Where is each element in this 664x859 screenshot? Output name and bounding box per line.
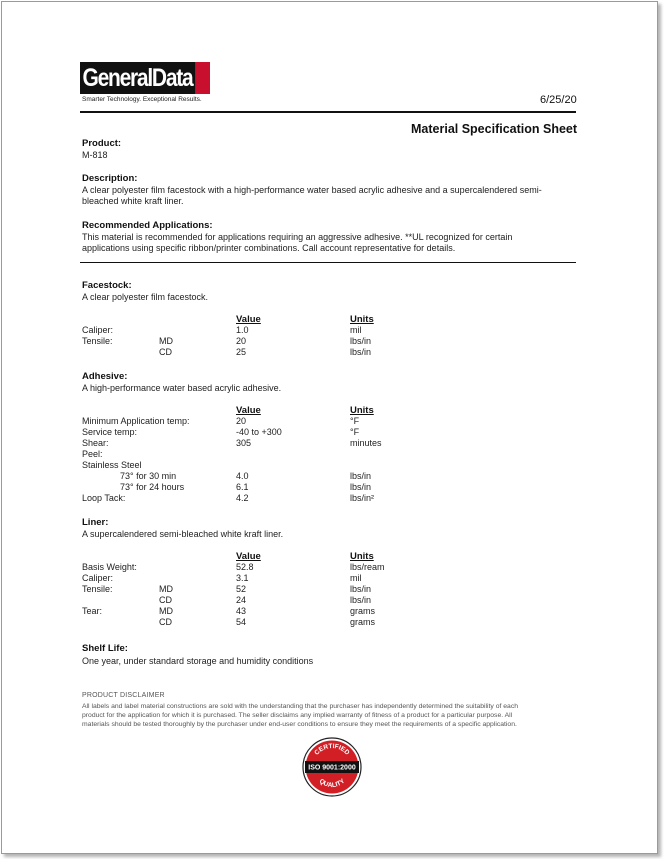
adhesive-row-label: Peel:	[82, 449, 103, 459]
liner-row-label: Caliper:	[82, 573, 114, 583]
facestock-row-value: 1.0	[236, 325, 249, 335]
shelf-life-label: Shelf Life:	[82, 643, 128, 654]
liner-row-sub: CD	[159, 595, 172, 605]
logo-wordmark	[80, 62, 195, 94]
adhesive-row-label: Loop Tack:	[82, 493, 126, 503]
sheet-title: Material Specification Sheet	[411, 122, 578, 136]
description-line-2: bleached white kraft liner.	[82, 196, 184, 206]
liner-label: Liner:	[82, 517, 109, 528]
adhesive-desc: A high-performance water based acrylic adhesive.	[82, 383, 282, 393]
applications-line-1: This material is recommended for applications requiring an aggressive adhesive. **UL recognized for certain	[82, 232, 513, 242]
section-rule	[80, 262, 576, 263]
liner-units-header: Units	[350, 551, 374, 562]
product-label: Product:	[82, 138, 122, 149]
liner-row-label: Basis Weight:	[82, 562, 137, 572]
liner-desc: A supercalendered semi-bleached white kraft liner.	[82, 529, 284, 539]
badge-bottom-path: QUALITY	[317, 777, 347, 790]
badge-top-path: CERTIFIED	[313, 742, 351, 757]
facestock-row-value: 20	[236, 336, 247, 346]
badge-middle-text: ISO 9001:2000	[308, 764, 356, 772]
adhesive-row-label: 73° for 24 hours	[120, 482, 185, 492]
adhesive-row-units: lbs/in	[350, 482, 372, 492]
facestock-row-units: lbs/in	[350, 336, 372, 346]
shelf-life-value: One year, under standard storage and humidity conditions	[82, 656, 314, 666]
description-line-1: A clear polyester film facestock with a high-performance water based acrylic adhesive and a supercalendered semi-	[82, 185, 542, 195]
liner-row-value: 3.1	[236, 573, 249, 583]
adhesive-row-units: minutes	[350, 438, 382, 448]
disclaimer-text	[82, 702, 582, 729]
disclaimer-line: product for the application for which it is purchased. The seller disclaims any implied warranty of fitness of a product for a particular purpose. All	[82, 712, 513, 719]
description-label: Description:	[82, 173, 138, 184]
general-data-logo	[80, 62, 210, 94]
adhesive-row-value: 20	[236, 416, 247, 426]
adhesive-row-value: -40 to +300	[236, 427, 282, 437]
adhesive-label: Adhesive:	[82, 371, 128, 382]
facestock-desc: A clear polyester film facestock.	[82, 292, 209, 302]
adhesive-row-value: 4.2	[236, 493, 249, 503]
facestock-row-units: mil	[350, 325, 362, 335]
liner-row-sub: MD	[159, 584, 173, 594]
liner-row-units: grams	[350, 606, 376, 616]
facestock-label: Facestock:	[82, 280, 132, 291]
adhesive-row-units: °F	[350, 427, 360, 437]
applications-label: Recommended Applications:	[82, 220, 213, 231]
badge-graphic	[302, 737, 362, 797]
iso-certified-badge	[302, 737, 362, 797]
product-value: M-818	[82, 150, 108, 160]
disclaimer-title: PRODUCT DISCLAIMER	[82, 692, 165, 699]
adhesive-row-label: Service temp:	[82, 427, 138, 437]
liner-row-label: Tensile:	[82, 584, 113, 594]
facestock-row-label: Tensile:	[82, 336, 113, 346]
liner-row-units: mil	[350, 573, 362, 583]
facestock-row-value: 25	[236, 347, 247, 357]
liner-row-value: 24	[236, 595, 247, 605]
disclaimer-line: All labels and label material constructions are sold with the understanding that the purchaser has independently determined the suitability of each	[82, 703, 519, 710]
adhesive-row-label: Stainless Steel	[82, 460, 142, 470]
facestock-row-sub: MD	[159, 336, 173, 346]
logo-part1: General	[82, 64, 152, 92]
adhesive-row-label: Minimum Application temp:	[82, 416, 190, 426]
adhesive-row-label: Shear:	[82, 438, 109, 448]
facestock-row-units: lbs/in	[350, 347, 372, 357]
liner-row-units: lbs/in	[350, 595, 372, 605]
adhesive-row-value: 305	[236, 438, 252, 448]
liner-value-header: Value	[236, 551, 261, 562]
liner-row-sub: CD	[159, 617, 172, 627]
liner-row-sub: MD	[159, 606, 173, 616]
liner-row-label: Tear:	[82, 606, 103, 616]
facestock-row-sub: CD	[159, 347, 172, 357]
logo-part2: Data	[151, 64, 193, 92]
facestock-units-header: Units	[350, 314, 374, 325]
brand-tagline: Smarter Technology. Exceptional Results.	[82, 96, 202, 103]
document-date: 6/25/20	[540, 94, 577, 106]
liner-row-units: grams	[350, 617, 376, 627]
adhesive-row-label: 73° for 30 min	[120, 471, 177, 481]
liner-row-value: 52.8	[236, 562, 254, 572]
adhesive-row-value: 4.0	[236, 471, 249, 481]
adhesive-row-value: 6.1	[236, 482, 249, 492]
liner-row-units: lbs/in	[350, 584, 372, 594]
facestock-row-label: Caliper:	[82, 325, 114, 335]
adhesive-row-units: lbs/in	[350, 471, 372, 481]
facestock-value-header: Value	[236, 314, 261, 325]
adhesive-units-header: Units	[350, 405, 374, 416]
liner-row-value: 52	[236, 584, 247, 594]
adhesive-row-units: lbs/in²	[350, 493, 375, 503]
applications-line-2: applications using specific ribbon/printer combinations. Call account representative for details.	[82, 243, 456, 253]
liner-row-value: 54	[236, 617, 247, 627]
liner-row-units: lbs/ream	[350, 562, 385, 572]
adhesive-value-header: Value	[236, 405, 261, 416]
liner-row-value: 43	[236, 606, 247, 616]
disclaimer-line: materials should be tested thoroughly by the purchaser under end-user conditions to ensure they meet the requirements of a specific application.	[82, 721, 517, 728]
adhesive-row-units: °F	[350, 416, 360, 426]
header-rule	[80, 111, 576, 113]
